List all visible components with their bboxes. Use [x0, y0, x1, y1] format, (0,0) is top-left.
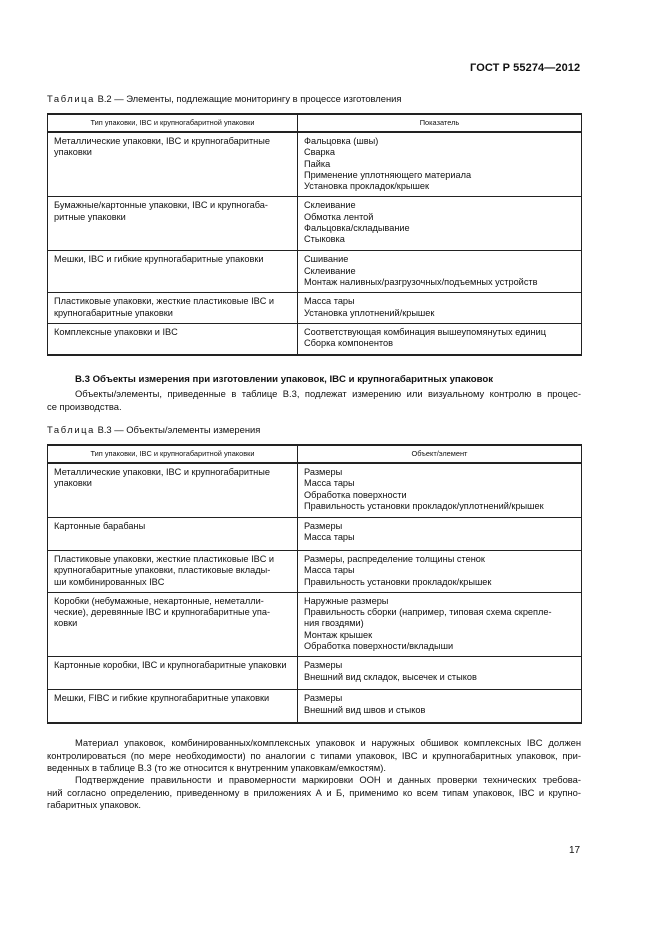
cell-line: Масса тары [304, 532, 355, 543]
cell-line: Пайка [304, 158, 331, 169]
cell-line: Пластиковые упаковки, жесткие пластиковые IBC и [54, 554, 275, 564]
table-b2-cell-items [298, 132, 582, 197]
table-b3-cell-type [48, 463, 298, 518]
cell-line: Бумажные/картонные упаковки, IBC и крупногаба- [54, 200, 268, 211]
cell-line: Мешки, IBC и гибкие крупногабаритные упаковки [54, 254, 264, 265]
paragraph-line: ний согласно определению, приведенному в приложениях А и Б, применимо ко всем типам упаковок, IBC и крупно- [47, 786, 581, 798]
table-row [48, 251, 582, 293]
table-b3-cell-items [298, 518, 582, 551]
table-b2-cell-items [298, 323, 582, 354]
table-b3-cell-type [48, 592, 298, 656]
table-b2-cell-type [48, 293, 298, 324]
table-b3-col-object: Объект/элемент [298, 445, 582, 463]
cell-line: Картонные коробки, IBC и крупногабаритные упаковки [54, 660, 287, 671]
cell-line: Правильность установки прокладок/уплотнений/крышек [304, 500, 544, 511]
table-row [48, 323, 582, 354]
cell-line: Масса тары [304, 296, 355, 307]
cell-line: Склеивание [304, 200, 356, 211]
cell-line: Сварка [304, 147, 335, 158]
paragraph-line: контролироваться (по мере необходимости) по аналогии с типами упаковок, IBC и крупногабаритных упаковок, при- [47, 749, 581, 761]
cell-line: Применение уплотняющего материала [304, 169, 472, 180]
table-row [48, 197, 582, 251]
table-row [48, 690, 582, 724]
cell-line: Металлические упаковки, IBC и крупногабаритные [54, 136, 270, 146]
table-row [48, 132, 582, 197]
paragraph-line: габаритных упаковок. [47, 799, 141, 810]
table-b3-caption [47, 424, 260, 435]
table-b3-header-row [48, 445, 582, 463]
cell-line: Мешки, FIBC и гибкие крупногабаритные упаковки [54, 693, 270, 704]
table-b2-cell-items [298, 293, 582, 324]
cell-line: Внешний вид складок, высечек и стыков [304, 671, 477, 682]
table-b2-col-type: Тип упаковки, IBC и крупногабаритной упаковки [48, 114, 298, 132]
cell-line: ковки [54, 618, 78, 629]
table-b3-cell-items [298, 690, 582, 724]
section-b3-intro [47, 388, 581, 413]
table-row [48, 463, 582, 518]
table-b3-cell-items [298, 592, 582, 656]
table-b3-caption-text: В.3 — Объекты/элементы измерения [97, 424, 261, 435]
closing-paragraph-1 [47, 737, 581, 775]
cell-line: Обработка поверхности [304, 489, 407, 500]
table-row [48, 293, 582, 324]
cell-line: ритные упаковки [54, 211, 126, 222]
page-number: 17 [569, 845, 581, 856]
cell-line: Стыковка [304, 234, 345, 245]
paragraph-line: се производства. [47, 400, 122, 412]
cell-line: Внешний вид швов и стыков [304, 704, 426, 715]
table-row [48, 592, 582, 656]
cell-line: Установка уплотнений/крышек [304, 307, 435, 318]
table-row [48, 518, 582, 551]
cell-line: ши комбинированных IBC [54, 576, 165, 587]
cell-line: Сшивание [304, 254, 349, 265]
cell-line: Обмотка лентой [304, 211, 374, 222]
closing-paragraph-2 [47, 774, 581, 812]
cell-line: Размеры [304, 660, 343, 671]
table-b2-cell-items [298, 197, 582, 251]
cell-line: Соответствующая комбинация вышеупомянутых единиц [304, 326, 546, 337]
cell-line: крупногабаритные упаковки, пластиковые вклады- [54, 565, 271, 576]
table-b2-cell-type [48, 323, 298, 354]
cell-line: Правильность сборки (например, типовая схема скрепле- [304, 607, 552, 618]
table-b2-header-row [48, 114, 582, 132]
table-b2-cell-type [48, 251, 298, 293]
table-b2-caption-label: Таблица [47, 93, 95, 104]
cell-line: Сборка компонентов [304, 338, 393, 349]
cell-line: ческие), деревянные IBC и крупногабаритные упа- [54, 607, 271, 618]
table-b3-cell-type [48, 551, 298, 593]
cell-line: Обработка поверхности/вкладыши [304, 641, 454, 652]
cell-line: Металлические упаковки, IBC и крупногабаритные [54, 467, 270, 477]
table-b3-cell-type [48, 690, 298, 724]
cell-line: Фальцовка (швы) [304, 136, 379, 146]
table-b3-cell-items [298, 551, 582, 593]
paragraph-line: веденных в таблице В.3 (то же относится к внутренним упаковкам/емкостям). [47, 762, 386, 773]
table-b2-cell-items [298, 251, 582, 293]
cell-line: Склеивание [304, 265, 356, 276]
cell-line: Масса тары [304, 565, 355, 576]
table-b2-cell-type [48, 197, 298, 251]
paragraph-line: Подтверждение правильности и правомерности маркировки ООН и данных проверки технических требова- [75, 774, 581, 785]
cell-line: Размеры [304, 693, 343, 704]
cell-line: Размеры, распределение толщины стенок [304, 554, 485, 564]
cell-line: крупногабаритные упаковки [54, 307, 173, 318]
cell-line: упаковки [54, 478, 92, 489]
cell-line: ния гвоздями) [304, 618, 364, 629]
cell-line: Картонные барабаны [54, 521, 146, 531]
cell-line: Коробки (небумажные, некартонные, неметалли- [54, 595, 264, 606]
cell-line: Наружные размеры [304, 595, 389, 606]
table-b3-caption-label: Таблица [47, 424, 95, 435]
table-b2-col-indicator: Показатель [298, 114, 582, 132]
table-b3-cell-type [48, 657, 298, 690]
paragraph-line: Материал упаковок, комбинированных/комплексных упаковок и наружных обшивок комплексных IBC должен [75, 737, 581, 748]
cell-line: Масса тары [304, 478, 355, 489]
cell-line: Установка прокладок/крышек [304, 181, 430, 192]
table-b2 [47, 113, 582, 356]
table-b2-caption-text: В.2 — Элементы, подлежащие мониторингу в процессе изготовления [97, 93, 402, 104]
cell-line: Комплексные упаковки и IBC [54, 326, 178, 337]
cell-line: упаковки [54, 147, 92, 158]
section-b3-title: В.3 Объекты измерения при изготовлении упаковок, IBC и крупногабаритных упаковок [75, 374, 494, 385]
table-row [48, 657, 582, 690]
table-b3-cell-items [298, 463, 582, 518]
table-b2-caption [47, 93, 402, 104]
cell-line: Фальцовка/складывание [304, 223, 410, 234]
table-row [48, 551, 582, 593]
table-b3-cell-type [48, 518, 298, 551]
cell-line: Размеры [304, 467, 343, 477]
table-b3-cell-items [298, 657, 582, 690]
cell-line: Правильность установки прокладок/крышек [304, 576, 492, 587]
table-b3-col-type: Тип упаковки, IBC и крупногабаритной упаковки [48, 445, 298, 463]
cell-line: Размеры [304, 521, 343, 531]
table-b3 [47, 444, 582, 724]
cell-line: Монтаж наливных/разгрузочных/подъемных устройств [304, 277, 538, 288]
paragraph-line: Объекты/элементы, приведенные в таблице В.3, подлежат измерению или визуальному контролю в процес- [75, 388, 581, 399]
cell-line: Пластиковые упаковки, жесткие пластиковые IBC и [54, 296, 275, 307]
table-b2-cell-type [48, 132, 298, 197]
document-standard-code: ГОСТ Р 55274—2012 [470, 62, 581, 74]
cell-line: Монтаж крышек [304, 629, 373, 640]
